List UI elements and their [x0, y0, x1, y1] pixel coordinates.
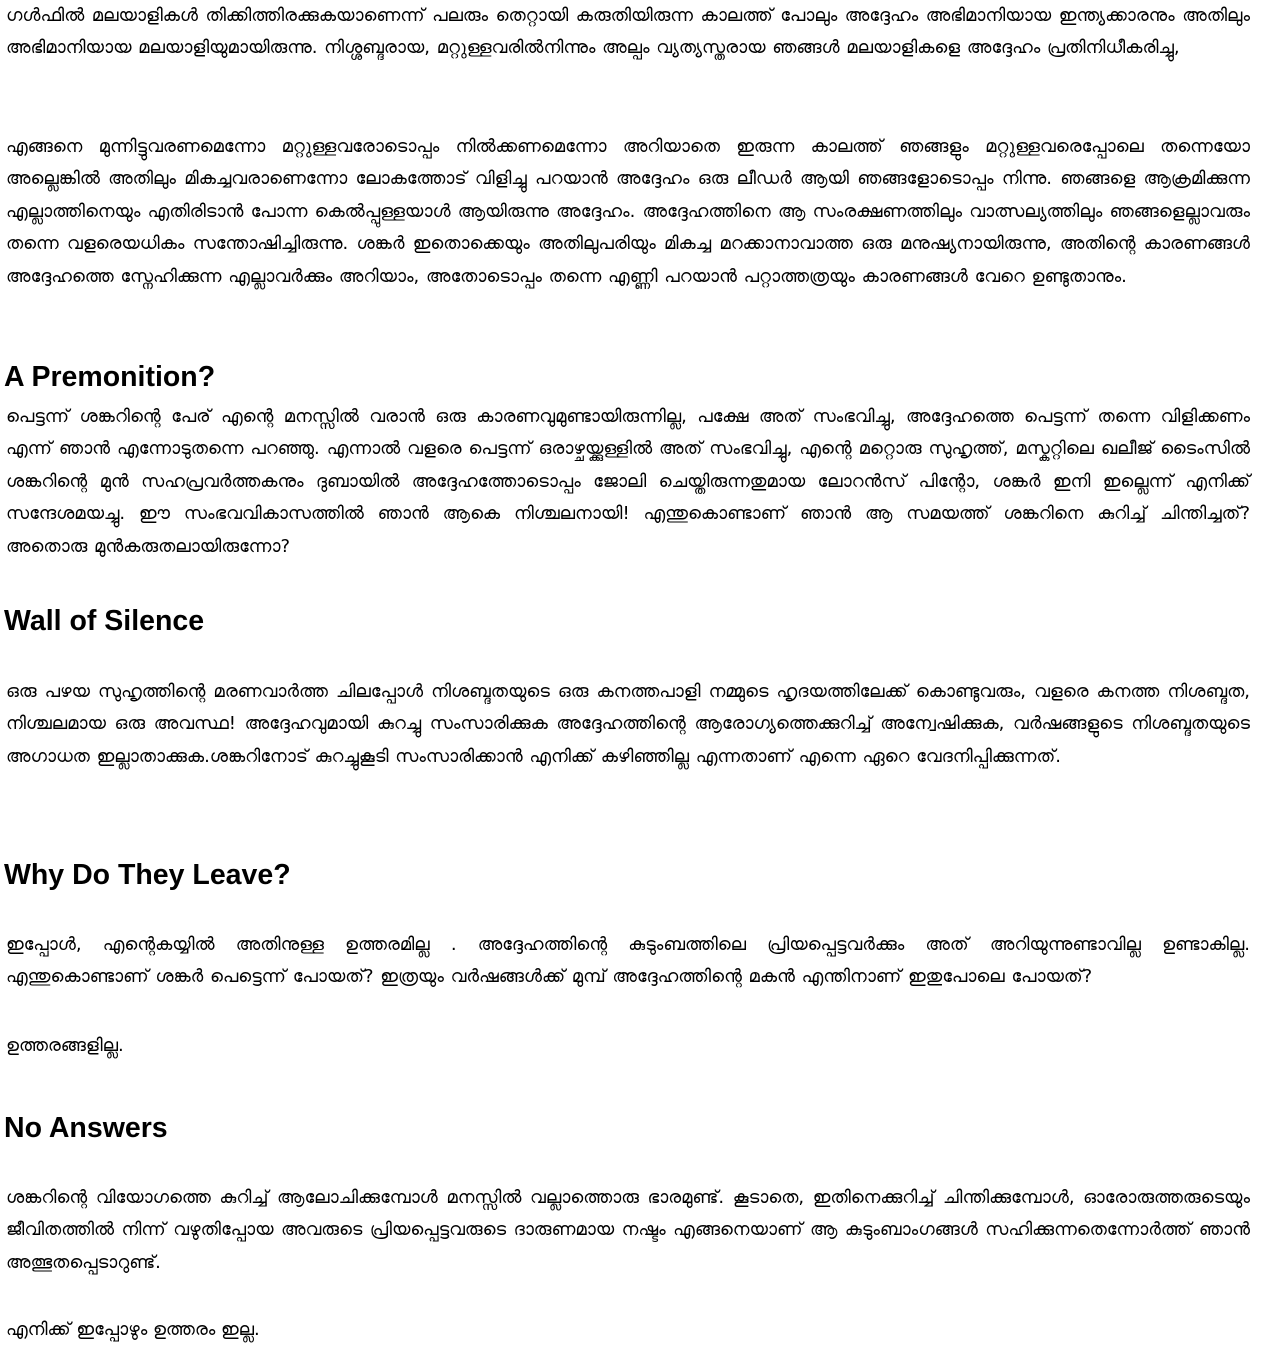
intro-paragraph-2: എങ്ങനെ മുന്നിട്ടുവരണമെന്നോ മറ്റുള്ളവരോടൊപ്പം നിൽക്കണമെന്നോ അറിയാതെ ഇരുന്ന കാലത്ത് ഞങ്ങളും മറ്റുള്ളവരെപ്പോലെ തന്നെയോ അല്ലെങ്കിൽ അതിലും മികച്ചവരാണെന്നോ ലോകത്തോട് വിളിച്ചു പറയാൻ അദ്ദേഹം ഒരു ലീഡർ ആയി ഞങ്ങളോടൊപ്പം നിന്നു. ഞങ്ങളെ ആക്രമിക്കുന്ന എല്ലാത്തിനെയും എതിരിടാൻ പോന്ന കെൽപ്പുള്ളയാൾ ആയിരുന്നു അദ്ദേഹം. അദ്ദേഹത്തിനെ ആ സംരക്ഷണത്തിലും വാത്സല്യത്തിലും ഞങ്ങളെല്ലാവരും തന്നെ വളരെയധികം സന്തോഷിച്ചിരുന്നു. ശങ്കർ ഇതൊക്കെയും അതിലുപരിയും മികച്ച മറക്കാനാവാത്ത ഒരു മനുഷ്യനായിരുന്നു, അതിന്റെ കാരണങ്ങൾ അദ്ദേഹത്തെ സ്നേഹിക്കുന്ന എല്ലാവർക്കും അറിയാം, അതോടൊപ്പം തന്നെ എണ്ണി പറയാൻ പറ്റാത്തത്രയും കാരണങ്ങൾ വേറെ ഉണ്ടുതാനും.	[6, 136, 1250, 287]
closing-line: എനിക്ക് ഇപ്പോഴും ഉത്തരം ഇല്ല.	[6, 1319, 260, 1340]
answers-paragraph: ശങ്കറിന്റെ വിയോഗത്തെ കുറിച്ച് ആലോചിക്കുമ്പോൾ മനസ്സിൽ വല്ലാത്തൊരു ഭാരമുണ്ട്. കൂടാതെ, ഇതിനെക്കുറിച്ച് ചിന്തിക്കുമ്പോൾ, ഓരോരുത്തരുടെയും ജീവിതത്തിൽ നിന്ന് വഴുതിപ്പോയ അവരുടെ പ്രിയപ്പെട്ടവരുടെ ദാരുണമായ നഷ്ടം എങ്ങനെയാണ് ആ കുടുംബാംഗങ്ങൾ സഹിക്കുന്നതെന്നോർത്ത് ഞാൻ അത്ഭുതപ്പെടാറുണ്ട്.	[6, 1187, 1250, 1273]
leave-paragraph: ഇപ്പോൾ, എന്റെകയ്യിൽ അതിനുള്ള ഉത്തരമില്ല . അദ്ദേഹത്തിന്റെ കുടുംബത്തിലെ പ്രിയപ്പെട്ടവർക്കും അത് അറിയുന്നുണ്ടാവില്ല ഉണ്ടാകില്ല. എന്തുകൊണ്ടാണ് ശങ്കർ പെട്ടെന്ന് പോയത്? ഇത്രയും വർഷങ്ങൾക്ക് മുമ്പ് അദ്ദേഹത്തിന്റെ മകൻ എന്തിനാണ് ഇതുപോലെ പോയത്?	[6, 934, 1250, 988]
leave-heading: Why Do They Leave?	[4, 859, 291, 891]
answers-heading: No Answers	[4, 1112, 168, 1144]
silence-paragraph: ഒരു പഴയ സുഹൃത്തിന്റെ മരണവാർത്ത ചിലപ്പോൾ നിശബ്ദതയുടെ ഒരു കനത്തപാളി നമ്മുടെ ഹൃദയത്തിലേക്ക് കൊണ്ടുവരും, വളരെ കനത്ത നിശബ്ദത, നിശ്ചലമായ ഒരു അവസ്ഥ! അദ്ദേഹവുമായി കുറച്ചു സംസാരിക്കുക അദ്ദേഹത്തിന്റെ ആരോഗ്യത്തെക്കുറിച്ച് അന്വേഷിക്കുക, വർഷങ്ങളുടെ നിശബ്ദതയുടെ അഗാധത ഇല്ലാതാക്കുക.ശങ്കറിനോട് കുറച്ചുകൂടി സംസാരിക്കാൻ എനിക്ക് കഴിഞ്ഞില്ല എന്നതാണ് എന്നെ ഏറെ വേദനിപ്പിക്കുന്നത്.	[6, 681, 1250, 767]
silence-heading: Wall of Silence	[4, 605, 205, 637]
premonition-paragraph: പെട്ടന്ന് ശങ്കറിന്റെ പേര് എന്റെ മനസ്സിൽ വരാൻ ഒരു കാരണവുമുണ്ടായിരുന്നില്ല, പക്ഷേ അത് സംഭവിച്ചു, അദ്ദേഹത്തെ പെട്ടന്ന് തന്നെ വിളിക്കണം എന്ന് ഞാൻ എന്നോടുതന്നെ പറഞ്ഞു. എന്നാൽ വളരെ പെട്ടന്ന് ഒരാഴ്ചയ്ക്കുള്ളിൽ അത് സംഭവിച്ചു, എന്റെ മറ്റൊരു സുഹൃത്ത്, മസ്കറ്റിലെ ഖലീജ് ടൈംസിൽ ശങ്കറിന്റെ മുൻ സഹപ്രവർത്തകനും ദുബായിൽ അദ്ദേഹത്തോടൊപ്പം ജോലി ചെയ്തിരുന്നതുമായ ലോറൻസ് പിന്റോ, ശങ്കർ ഇനി ഇല്ലെന്ന് എനിക്ക് സന്ദേശമയച്ചു. ഈ സംഭവവികാസത്തിൽ ഞാൻ ആകെ നിശ്ചലനായി! എന്തുകൊണ്ടാണ് ഞാൻ ആ സമയത്ത് ശങ്കറിനെ കുറിച്ച് ചിന്തിച്ചത്? അതൊരു മുൻകരുതലായിരുന്നോ?	[6, 406, 1250, 557]
premonition-heading: A Premonition?	[4, 361, 216, 393]
intro-paragraph-1: ഗൾഫിൽ മലയാളികൾ തിക്കിത്തിരക്കുകയാണെന്ന് പലരും തെറ്റായി കരുതിയിരുന്ന കാലത്ത് പോലും അദ്ദേഹം അഭിമാനിയായ ഇന്ത്യക്കാരനും അതിലും അഭിമാനിയായ മലയാളിയുമായിരുന്നു. നിശ്ശബ്ദരായ, മറ്റുള്ളവരിൽനിന്നും അല്പം വ്യത്യസ്തരായ ഞങ്ങൾ മലയാളികളെ അദ്ദേഹം പ്രതിനിധീകരിച്ചു,	[6, 5, 1250, 59]
no-answers-line: ഉത്തരങ്ങളില്ല.	[6, 1035, 124, 1056]
